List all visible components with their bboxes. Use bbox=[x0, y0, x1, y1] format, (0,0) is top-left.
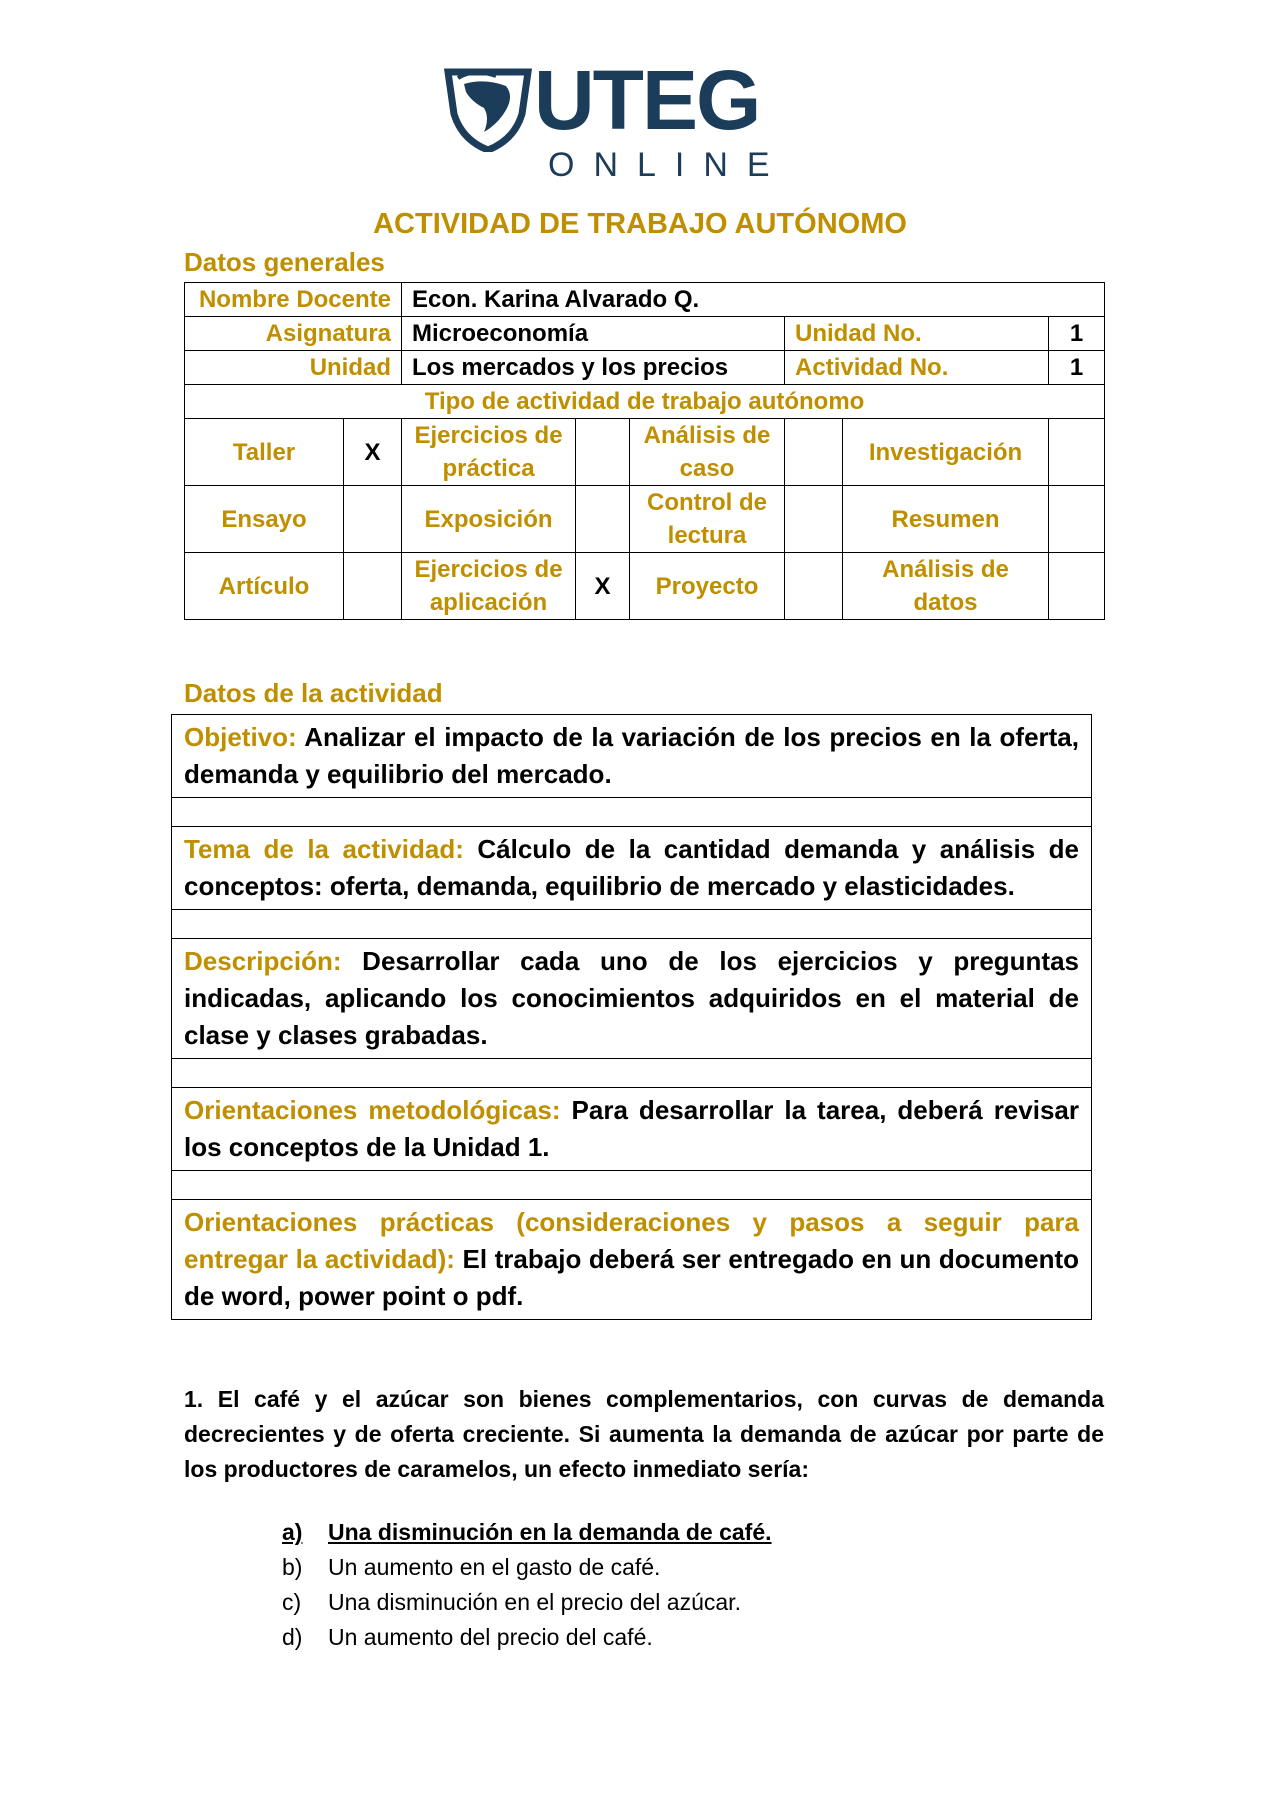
option-letter: b) bbox=[282, 1554, 303, 1580]
practicas-cell bbox=[172, 1200, 1092, 1320]
logo-subtitle: ONLINE bbox=[548, 146, 789, 184]
type-mark bbox=[1049, 553, 1105, 620]
descripcion-label: Descripción: bbox=[184, 946, 342, 976]
spacer-row bbox=[172, 798, 1092, 827]
general-heading: Datos generales bbox=[184, 247, 385, 277]
type-cell: Análisis de caso bbox=[630, 419, 785, 486]
type-cell: Resumen bbox=[843, 486, 1049, 553]
practicas-text: El trabajo deberá ser entregado en un documento de word, power point o pdf. bbox=[184, 1244, 1079, 1311]
type-mark bbox=[785, 419, 843, 486]
descripcion-text: Desarrollar cada uno de los ejercicios y preguntas indicadas, aplicando los conocimientos adquiridos en el material de clase y clases grabadas. bbox=[184, 946, 1080, 1050]
tipo-label: Tipo de actividad de trabajo autónomo bbox=[185, 385, 1105, 419]
metodologicas-text: Para desarrollar la tarea, deberá revisar los conceptos de la Unidad 1. bbox=[184, 1095, 1079, 1162]
type-mark bbox=[576, 486, 630, 553]
activity-table bbox=[171, 714, 1092, 1320]
type-cell: Ensayo bbox=[185, 486, 344, 553]
option-letter: d) bbox=[282, 1624, 303, 1650]
option-c bbox=[282, 1585, 772, 1620]
type-cell: Ejercicios de práctica bbox=[402, 419, 576, 486]
type-cell: Investigación bbox=[843, 419, 1049, 486]
option-text: Un aumento en el gasto de café. bbox=[328, 1554, 661, 1580]
option-text: Una disminución en la demanda de café. bbox=[328, 1519, 772, 1545]
unidad-no-label: Unidad No. bbox=[785, 317, 1049, 351]
objetivo-cell bbox=[172, 715, 1092, 798]
nombre-value: Econ. Karina Alvarado Q. bbox=[402, 283, 1105, 317]
spacer-row bbox=[172, 1059, 1092, 1088]
type-cell: Control de lectura bbox=[630, 486, 785, 553]
nombre-label: Nombre Docente bbox=[185, 283, 402, 317]
type-mark bbox=[576, 419, 630, 486]
metodologicas-cell bbox=[172, 1088, 1092, 1171]
type-mark bbox=[1049, 419, 1105, 486]
tema-cell bbox=[172, 827, 1092, 910]
unidad-no-value: 1 bbox=[1049, 317, 1105, 351]
option-text: Una disminución en el precio del azúcar. bbox=[328, 1589, 741, 1615]
asignatura-value: Microeconomía bbox=[402, 317, 785, 351]
option-letter: a) bbox=[282, 1519, 303, 1545]
shield-logo-icon bbox=[444, 66, 532, 152]
types-row bbox=[185, 553, 1105, 620]
objetivo-text: Analizar el impacto de la variación de los precios en la oferta, demanda y equilibrio del mercado. bbox=[184, 722, 1079, 789]
answer-options bbox=[282, 1515, 772, 1655]
option-text: Un aumento del precio del café. bbox=[328, 1624, 653, 1650]
actividad-no-label: Actividad No. bbox=[785, 351, 1049, 385]
type-cell: Taller bbox=[185, 419, 344, 486]
type-cell: Proyecto bbox=[630, 553, 785, 620]
type-mark bbox=[1049, 486, 1105, 553]
spacer-row bbox=[172, 1171, 1092, 1200]
types-row bbox=[185, 419, 1105, 486]
option-b bbox=[282, 1550, 772, 1585]
question-text: 1. El café y el azúcar son bienes complementarios, con curvas de demanda decrecientes y de oferta creciente. Si aumenta la demanda de azúcar por parte de los productores de caramelos, un efecto inmediato sería: bbox=[184, 1386, 1104, 1482]
asignatura-label: Asignatura bbox=[185, 317, 402, 351]
unidad-label: Unidad bbox=[185, 351, 402, 385]
uteg-logo bbox=[444, 53, 794, 184]
type-cell: Ejercicios de aplicación bbox=[402, 553, 576, 620]
type-mark bbox=[344, 486, 402, 553]
type-mark bbox=[785, 553, 843, 620]
general-data-table bbox=[184, 282, 1105, 620]
type-cell: Artículo bbox=[185, 553, 344, 620]
type-mark: X bbox=[576, 553, 630, 620]
logo-brand: UTEG bbox=[534, 53, 760, 147]
option-letter: c) bbox=[282, 1589, 302, 1615]
type-cell: Análisis de datos bbox=[843, 553, 1049, 620]
activity-heading: Datos de la actividad bbox=[184, 678, 443, 708]
tema-label: Tema de la actividad: bbox=[184, 834, 464, 864]
type-mark bbox=[344, 553, 402, 620]
unidad-value: Los mercados y los precios bbox=[402, 351, 785, 385]
objetivo-label: Objetivo: bbox=[184, 722, 297, 752]
type-cell: Exposición bbox=[402, 486, 576, 553]
metodologicas-label: Orientaciones metodológicas: bbox=[184, 1095, 561, 1125]
actividad-no-value: 1 bbox=[1049, 351, 1105, 385]
type-mark: X bbox=[344, 419, 402, 486]
tema-text: Cálculo de la cantidad demanda y análisis de conceptos: oferta, demanda, equilibrio de mercado y elasticidades. bbox=[184, 834, 1079, 901]
practicas-label: Orientaciones prácticas (consideraciones y pasos a seguir para entregar la actividad): bbox=[184, 1207, 1079, 1274]
descripcion-cell bbox=[172, 939, 1092, 1059]
page-title: ACTIVIDAD DE TRABAJO AUTÓNOMO bbox=[373, 208, 907, 240]
spacer-row bbox=[172, 910, 1092, 939]
type-mark bbox=[785, 486, 843, 553]
types-row bbox=[185, 486, 1105, 553]
option-d bbox=[282, 1620, 772, 1655]
option-a bbox=[282, 1515, 772, 1550]
